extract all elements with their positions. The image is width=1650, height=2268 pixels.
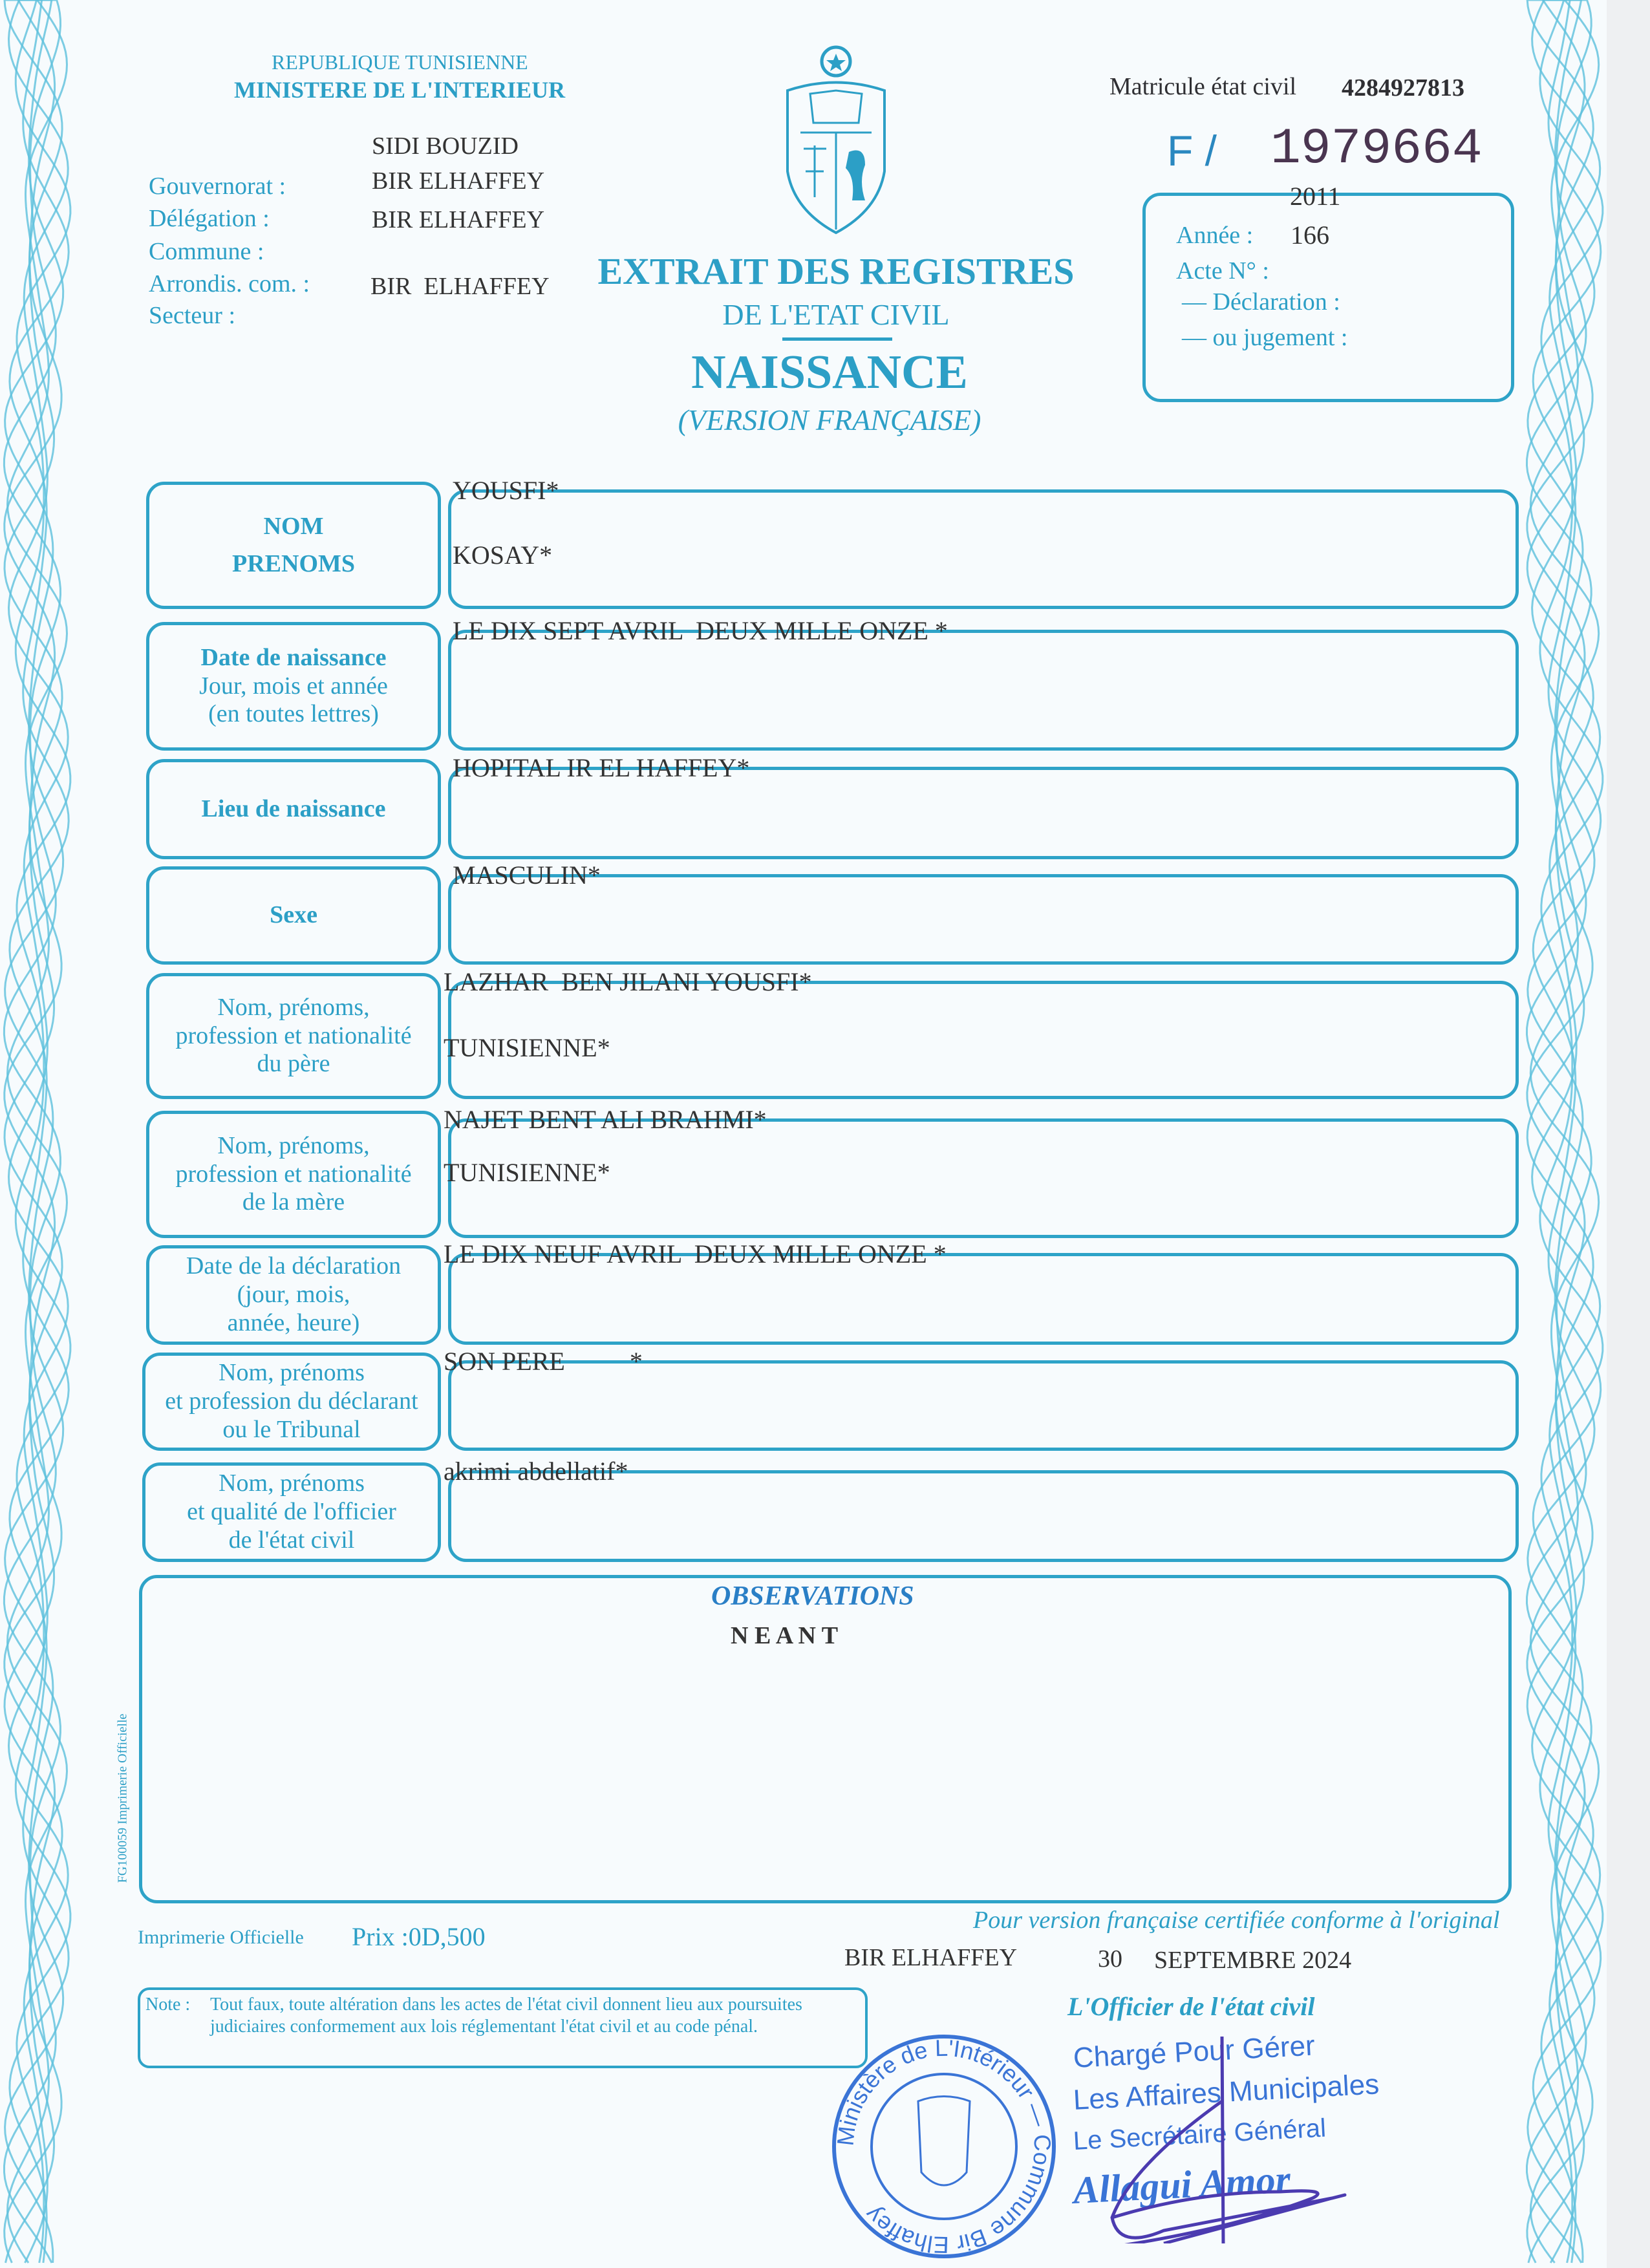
observations-label: OBSERVATIONS: [711, 1581, 914, 1611]
row-value: LE DIX SEPT AVRIL DEUX MILLE ONZE *: [453, 616, 948, 645]
row-label-line: du père: [257, 1050, 330, 1078]
jugement-label: — ou jugement :: [1182, 324, 1348, 351]
row-label-line: Jour, mois et année: [199, 672, 388, 700]
stamp-line-1: Chargé Pour Gérer: [1072, 2029, 1316, 2074]
row-label-line: Sexe: [270, 901, 317, 929]
declaration-label: — Déclaration :: [1182, 288, 1340, 316]
matricule-value: 4284927813: [1342, 74, 1464, 102]
side-code: FG100059 Imprimerie Officielle: [115, 1713, 130, 1883]
row-label-box: [142, 1462, 441, 1562]
row-value-box: [448, 874, 1519, 965]
secteur-label: Secteur :: [149, 302, 236, 329]
row-label-box: [146, 622, 441, 751]
row-label-line: profession et nationalité: [175, 1022, 412, 1049]
row-label-line: de l'état civil: [228, 1526, 355, 1554]
row-label-line: (jour, mois,: [237, 1281, 350, 1309]
row-value: YOUSFI*: [453, 476, 559, 505]
republic-label: REPUBLIQUE TUNISIENNE: [272, 50, 528, 74]
document-subtitle: DE L'ETAT CIVIL: [722, 298, 950, 331]
title-divider: [782, 337, 892, 341]
row-label-line: profession et nationalité: [175, 1160, 412, 1188]
row-label-line: année, heure): [227, 1309, 360, 1336]
row-label-line: et qualité de l'officier: [187, 1498, 396, 1526]
row-label-line: Lieu de naissance: [201, 795, 386, 822]
day-value: 30: [1098, 1945, 1122, 1973]
row-value: NAJET BENT ALI BRAHMI*: [444, 1105, 767, 1134]
serial-prefix: F /: [1167, 127, 1217, 175]
version-label: (VERSION FRANÇAISE): [678, 403, 981, 436]
row-value: KOSAY*: [453, 540, 553, 570]
row-value: LAZHAR BEN JILANI YOUSFI*: [444, 967, 812, 996]
gouvernorat-value: SIDI BOUZID: [372, 133, 519, 160]
annee-label: Année :: [1176, 222, 1254, 249]
row-label-box: [146, 482, 441, 609]
month-year-value: SEPTEMBRE 2024: [1154, 1947, 1352, 1974]
row-value: MASCULIN*: [453, 861, 601, 890]
row-label-line: NOM: [263, 512, 324, 540]
gouvernorat-label: Gouvernorat :: [149, 173, 286, 200]
row-label-line: et profession du déclarant: [165, 1387, 418, 1415]
row-value: TUNISIENNE*: [444, 1158, 610, 1187]
act-type-title: NAISSANCE: [691, 346, 968, 399]
row-label-line: de la mère: [242, 1188, 345, 1216]
row-value: TUNISIENNE*: [444, 1033, 610, 1062]
row-value: LE DIX NEUF AVRIL DEUX MILLE ONZE *: [444, 1239, 947, 1268]
printer-label: Imprimerie Officielle: [138, 1927, 304, 1948]
annee-value: 166: [1291, 220, 1329, 250]
note-label: Note :: [145, 1995, 191, 2015]
row-label-box: [146, 973, 441, 1099]
row-label-box: [146, 866, 441, 965]
commune-label: Commune :: [149, 238, 264, 265]
row-label-line: PRENOMS: [232, 550, 355, 577]
row-label-line: Date de la déclaration: [186, 1252, 402, 1280]
row-label-line: Nom, prénoms: [219, 1359, 365, 1387]
observations-value: N E A N T: [731, 1622, 839, 1649]
stamp-line-3: Le Secrétaire Général: [1072, 2113, 1327, 2156]
note-text: Tout faux, toute altération dans les actes de l'état civil donnent lieu aux poursuites judiciaires conformement aux lois réglementant l'état civil et au code pénal.: [210, 1995, 802, 2037]
row-value-box: [448, 630, 1519, 751]
row-value-box: [448, 489, 1519, 609]
serial-number: 1979664: [1270, 121, 1483, 178]
row-label-line: (en toutes lettres): [208, 700, 379, 728]
tunisia-coat-of-arms-icon: [775, 42, 897, 236]
row-label-line: Date de naissance: [200, 643, 387, 671]
row-label-line: Nom, prénoms: [219, 1470, 365, 1497]
certified-label: Pour version française certifiée conforme à l'original: [973, 1907, 1500, 1934]
row-label-line: Nom, prénoms,: [217, 1131, 370, 1159]
commune-value: BIR ELHAFFEY: [372, 206, 545, 233]
year-value: 2011: [1290, 182, 1341, 211]
arrondis-label: Arrondis. com. :: [149, 270, 310, 297]
delegation-label: Délégation :: [149, 205, 270, 232]
matricule-label: Matricule état civil: [1109, 73, 1297, 100]
delegation-value: BIR ELHAFFEY: [372, 167, 545, 195]
arrondis-value: BIR ELHAFFEY: [370, 273, 550, 300]
place-value: BIR ELHAFFEY: [844, 1944, 1018, 1971]
row-label-box: [146, 759, 441, 859]
guilloche-border-right: [1523, 0, 1607, 2268]
stamp-line-2: Les Affaires Municipales: [1072, 2068, 1380, 2116]
row-label-line: Nom, prénoms,: [217, 993, 370, 1021]
row-value: akrimi abdellatif*: [444, 1457, 628, 1486]
price-label: Prix :0D,500: [352, 1922, 486, 1951]
stamp-name: Allagui Amor: [1072, 2157, 1292, 2212]
row-label-line: ou le Tribunal: [222, 1415, 361, 1443]
row-label-box: [146, 1111, 441, 1238]
row-label-box: [146, 1245, 441, 1345]
row-value: SON PERE *: [444, 1347, 643, 1376]
row-label-box: [142, 1353, 441, 1451]
acte-label: Acte N° :: [1176, 257, 1269, 284]
page-edge: [1607, 0, 1650, 2268]
row-value: HOPITAL IR EL HAFFEY*: [453, 753, 750, 782]
guilloche-border-left: [0, 0, 74, 2268]
document-title: EXTRAIT DES REGISTRES: [597, 250, 1075, 292]
signature: [970, 2037, 1474, 2243]
ministry-label: MINISTERE DE L'INTERIEUR: [234, 77, 566, 103]
officer-title: L'Officier de l'état civil: [1067, 1992, 1315, 2021]
stamp-ring-text: Ministère de L'Intérieur — Commune Bir Elhaffey: [831, 2034, 1056, 2259]
